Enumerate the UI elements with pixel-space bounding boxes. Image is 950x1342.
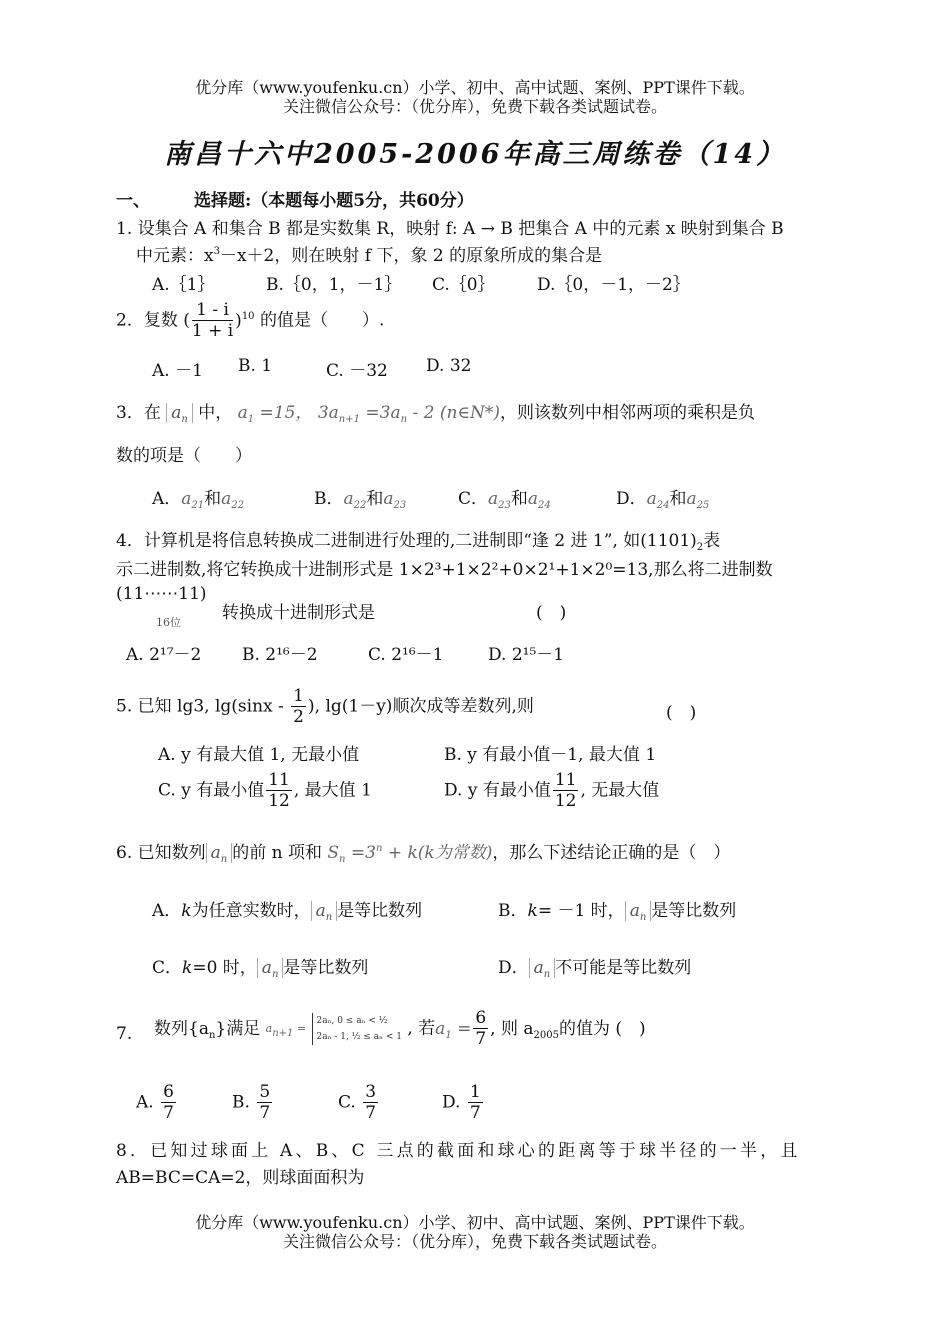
q4-line-3: 转换成十进制形式是 [222,603,375,623]
q2-stem: 2．复数 ( $\frac{1 - i}{1 + i}$ )$^{10}$ 的值是（ ）. [116,300,385,341]
q1-line-1: 1. 设集合 A 和集合 B 都是实数集 R，映射 f: A → B 把集合 A 中的元素 x 映射到集合 B [116,219,784,239]
footer-line-2: 关注微信公众号：（优分库），免费下载各类试题试卷。 [282,1232,667,1251]
q7-stem: 数列$\{a_n\}$满足 $a_{n+1}$ = 2aₙ, 0 ≤ aₙ < ½ 2aₙ - 1, ½ ≤ aₙ < 1 , 若$a_1$ = $\frac{6}{7}$ , 则 $a_{2005}$的值为 ( ) [154,1008,646,1049]
q4-option-d: D. 2¹⁵－1 [488,645,565,665]
q2-option-b: B. 1 [238,356,273,376]
q6-option-a: A．k为任意实数时， $a_n$ 是等比数列 [152,901,423,923]
q4-option-b: B. 2¹⁶－2 [242,645,318,665]
q1-option-d: D.｛0，－1，－2｝ [537,275,690,295]
q2-option-a: A. －1 [152,361,203,381]
q4-answer-paren: ( ) [536,603,567,623]
q7-option-c: C. $\frac{3}{7}$ [338,1082,377,1123]
footer-line-1: 优分库（www.youfenku.cn）小学、初中、高中试题、案例、PPT课件下载。 [195,1213,755,1232]
q7-option-b: B. $\frac{5}{7}$ [232,1082,271,1123]
q7-number: 7. [116,1024,133,1044]
header-line-1: 优分库（www.youfenku.cn）小学、初中、高中试题、案例、PPT课件下载。 [195,78,755,97]
page-title: 南昌十六中2005-2006年高三周练卷（14） [163,139,787,170]
q8-line-1: 8．已知过球面上 A、B、C 三点的截面和球心的距离等于球半径的一半，且 [116,1141,801,1161]
q5-answer-paren: ( ) [666,703,697,723]
section-number: 一、 [116,191,150,211]
q6-stem: 6. 已知数列 $a_n$ 的前 n 项和 $S_n =3^n + k(k$为常数)，那么下述结论正确的是（ ） [116,843,731,865]
q1-option-b: B.｛0，1，－1｝ [266,275,402,295]
q6-option-c: C．k=0 时， $a_n$ 是等比数列 [152,958,369,980]
q8-line-2: AB=BC=CA=2，则球面面积为 [116,1168,365,1188]
q5-option-a: A. y 有最大值 1, 无最小值 [158,745,360,765]
q5-option-d: D. y 有最小值 $\frac{11}{12}$ , 无最大值 [444,770,660,811]
q5-stem: 5. 已知 lg3, lg(sinx - $\frac{1}{2}$ ), lg(1－y)顺次成等差数列,则 [116,686,534,727]
q6-option-d: D． $a_n$ 不可能是等比数列 [498,958,692,980]
header-line-2: 关注微信公众号：（优分库），免费下载各类试题试卷。 [282,97,667,116]
q3-option-d: D．$a_{24}$和$a_{25}$ [616,489,710,511]
q3-option-b: B．$a_{22}$和$a_{23}$ [314,489,407,511]
q3-option-c: C．$a_{23}$和$a_{24}$ [458,489,551,511]
q7-piecewise: 2aₙ, 0 ≤ aₙ < ½ 2aₙ - 1, ½ ≤ aₙ < 1 [312,1013,402,1045]
q4-digit-count: 16位 [156,616,181,629]
q1-line-2: 中元素：$x^3-x+2$，则在映射 f 下，象 2 的原象所成的集合是 [136,246,603,266]
q4-option-c: C. 2¹⁶－1 [368,645,444,665]
section-label: 选择题:（本题每小题5分，共60分） [194,191,474,211]
q2-option-d: D. 32 [426,356,472,376]
q3-line-2: 数的项是（ ） [116,446,252,466]
q7-option-d: D. $\frac{1}{7}$ [442,1082,481,1123]
q7-option-a: A. $\frac{6}{7}$ [136,1082,174,1123]
q4-binary-number: (11⋯⋯11) [116,584,207,604]
q1-option-c: C.｛0｝ [432,275,495,295]
q5-option-c: C. y 有最小值 $\frac{11}{12}$ , 最大值 1 [158,770,372,811]
q4-option-a: A. 2¹⁷－2 [126,645,202,665]
q4-line-2: 示二进制数,将它转换成十进制形式是 1×2³+1×2²+0×2¹+1×2⁰=13,那么将二进制数 [116,560,773,580]
q3-line-1: 3．在 $a_n$ 中， $a_1 =15$， $3a_{n+1} =3a_n - 2$ (n∈N*)，则该数列中相邻两项的乘积是负 [116,403,756,425]
q2-option-c: C. －32 [326,361,388,381]
q6-option-b: B．k= －1 时， $a_n$ 是等比数列 [498,901,737,923]
q1-option-a: A.｛1｝ [152,275,215,295]
q5-option-b: B. y 有最小值－1, 最大值 1 [444,745,657,765]
q4-line-1: 4．计算机是将信息转换成二进制进行处理的,二进制即“逢 2 进 1”, 如$(1101)_2$表 [116,531,721,553]
q3-option-a: A．$a_{21}$和$a_{22}$ [152,489,245,511]
